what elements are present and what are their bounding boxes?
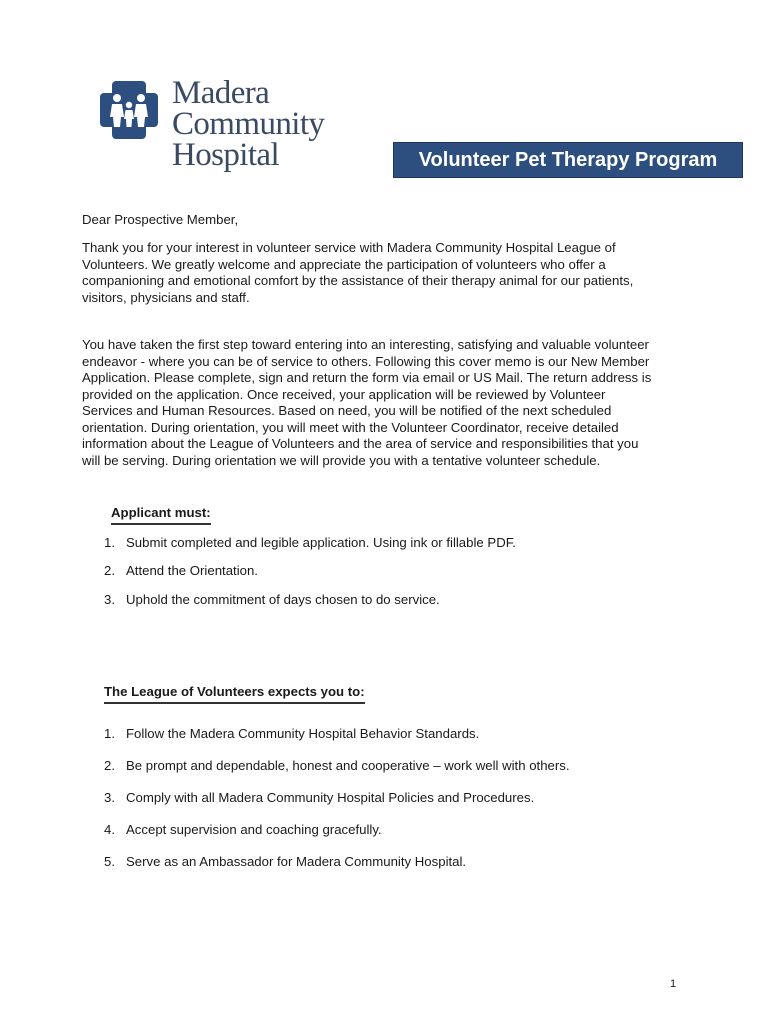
list-item-number: 1. <box>104 726 115 741</box>
list-item-number: 3. <box>104 592 115 607</box>
hospital-name-line-1: Madera <box>172 75 270 111</box>
paragraph-line: will be serving. During orientation we will provide you with a tentative volunteer schedule. <box>82 452 601 468</box>
paragraph-line: orientation. During orientation, you will meet with the Volunteer Coordinator, receive detailed <box>82 419 619 435</box>
process-paragraph <box>82 337 651 469</box>
intro-paragraph <box>82 240 633 306</box>
list-item-text: Be prompt and dependable, honest and cooperative – work well with others. <box>126 758 570 773</box>
hospital-logo <box>100 75 340 178</box>
hospital-name-line-2: Community <box>172 106 325 142</box>
program-title-banner: Volunteer Pet Therapy Program <box>393 142 743 178</box>
list-item <box>104 563 258 579</box>
list-item-text: Accept supervision and coaching gracefully. <box>126 822 382 837</box>
list-item <box>104 726 479 742</box>
hospital-name <box>172 75 325 173</box>
list-item-text: Comply with all Madera Community Hospital Policies and Procedures. <box>126 790 535 805</box>
list-item-text: Attend the Orientation. <box>126 563 258 578</box>
paragraph-line: companioning and emotional comfort by the assistance of their therapy animal for our patients, <box>82 273 634 288</box>
list-item-text: Uphold the commitment of days chosen to do service. <box>126 592 440 607</box>
list-item <box>104 592 440 608</box>
paragraph-line: Volunteers. We greatly welcome and appreciate the participation of volunteers who offer a <box>82 256 606 272</box>
paragraph-line: Thank you for your interest in volunteer service with Madera Community Hospital League of <box>82 240 616 255</box>
greeting: Dear Prospective Member, <box>82 212 239 227</box>
list-item <box>104 854 466 870</box>
page-number: 1 <box>670 978 677 990</box>
list-item-number: 1. <box>104 535 115 550</box>
list-item <box>104 758 570 774</box>
list-item-number: 5. <box>104 854 115 869</box>
paragraph-line: Services and Human Resources. Based on need, you will be notified of the next scheduled <box>82 403 612 418</box>
paragraph-line: provided on the application. Once received, your application will be reviewed by Volunteer <box>82 386 606 402</box>
applicant-requirements-heading: Applicant must: <box>111 505 211 525</box>
list-item-text: Follow the Madera Community Hospital Behavior Standards. <box>126 726 480 741</box>
list-item <box>104 790 534 806</box>
list-item-number: 2. <box>104 758 115 773</box>
list-item-text: Submit completed and legible application. Using ink or fillable PDF. <box>126 535 516 550</box>
list-item <box>104 822 382 838</box>
hospital-name-line-3: Hospital <box>172 137 280 173</box>
family-cross-icon <box>100 81 158 139</box>
list-item-number: 2. <box>104 563 115 578</box>
paragraph-line: information about the League of Volunteers and the area of service and responsibilities that you <box>82 436 639 451</box>
list-item-number: 3. <box>104 790 115 805</box>
paragraph-line: endeavor - where you can be of service to others. Following this cover memo is our New Member <box>82 353 650 369</box>
list-item-text: Serve as an Ambassador for Madera Community Hospital. <box>126 854 467 869</box>
list-item <box>104 535 516 551</box>
list-item-number: 4. <box>104 822 115 837</box>
paragraph-line: visitors, physicians and staff. <box>82 289 250 305</box>
league-expectations-heading: The League of Volunteers expects you to: <box>104 684 365 704</box>
paragraph-line: Application. Please complete, sign and return the form via email or US Mail. The return address is <box>82 370 652 385</box>
paragraph-line: You have taken the first step toward entering into an interesting, satisfying and valuable volunteer <box>82 337 649 352</box>
